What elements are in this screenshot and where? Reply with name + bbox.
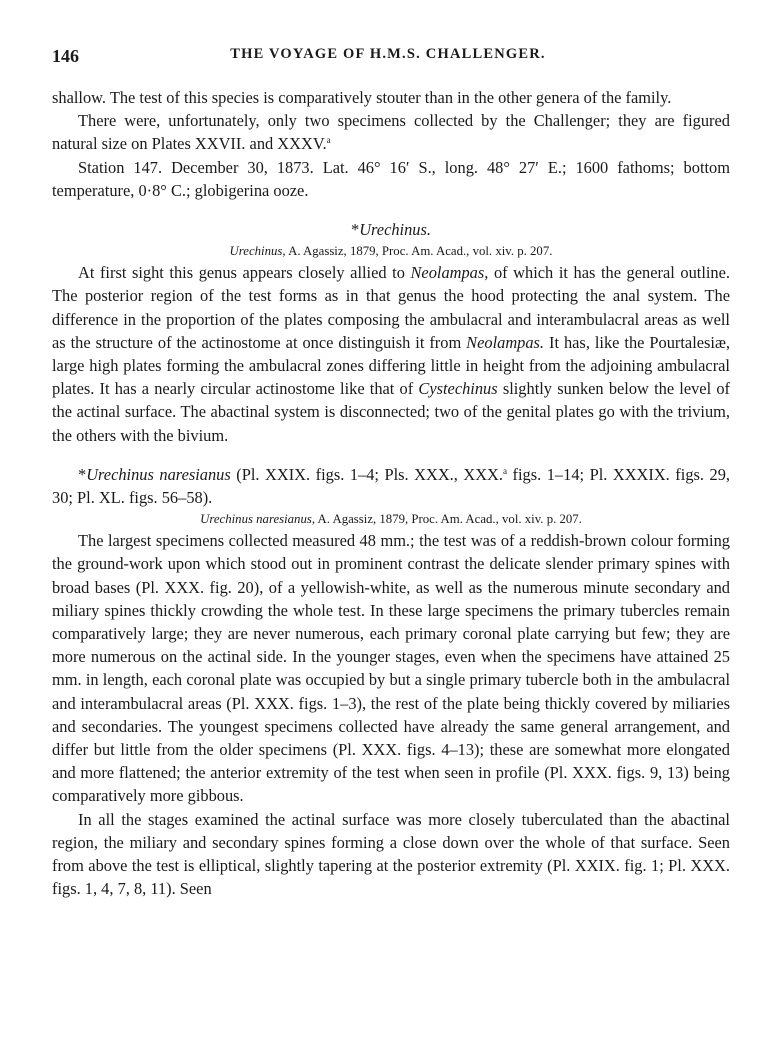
page-number: 146 <box>52 46 79 66</box>
species-citation-name: Urechinus naresianus, <box>200 512 316 527</box>
running-title: THE VOYAGE OF H.M.S. CHALLENGER. <box>230 46 546 62</box>
species-plates-1: (Pl. XXIX. figs. 1–4; Pls. XXX., XXX. <box>230 464 503 484</box>
page-body <box>52 86 730 901</box>
genus-name: Urechinus. <box>359 220 431 240</box>
species-description-1: The largest specimens collected measured 48 mm.; the test was of a reddish-brown colour forming the ground-work upon which stood out in prominent contrast the delicate slender primary spines with broad bases (Pl. XXX. fig. 20), of a yellowish-white, as well as the numerous minute secondary and miliary spines thickly crowding the whole test. In these large specimens the primary tubercles remain comparatively large; they are never numerous, each primary coronal plate carrying but few; they are more numerous on the actinal side. In the younger stages, even when the specimens have attained 25 mm. in length, each coronal plate was occupied by but a single primary tubercle both in the ambulacral and interambulacral areas (Pl. XXX. figs. 1–3), the rest of the plate being thickly covered by miliaries and secondaries. The youngest specimens collected have already the same general arrangement, and differ but little from the older specimens (Pl. XXX. figs. 4–13); these are somewhat more elongated and more flattened; the anterior extremity of the test when seen in profile (Pl. XXX. figs. 9, 13) being comparatively more gibbous. <box>52 531 730 806</box>
species-citation <box>52 509 730 529</box>
genus-heading <box>52 218 730 241</box>
taxon-cystechinus: Cystechinus <box>418 379 498 399</box>
genus-description <box>52 261 730 447</box>
paragraph-station: Station 147. December 30, 1873. Lat. 46° 16′ S., long. 48° 27′ E.; 1600 fathoms; bottom temperature, 0·8° C.; globigerina ooze. <box>52 157 730 200</box>
species-name: Urechinus naresianus <box>86 464 231 484</box>
genus-citation-name: Urechinus, <box>229 244 286 259</box>
paragraph-specimens-text: There were, unfortunately, only two specimens collected by the Challenger; they are figured natural size on Plates XXVII. and XXXV. <box>52 111 730 154</box>
footnote-mark: a <box>326 135 331 146</box>
species-asterisk: * <box>78 464 87 484</box>
species-citation-rest: A. Agassiz, 1879, Proc. Am. Acad., vol. xiv. p. 207. <box>317 512 582 527</box>
genus-citation-rest: A. Agassiz, 1879, Proc. Am. Acad., vol. xiv. p. 207. <box>288 244 553 259</box>
genus-description-text-3: It has, like the Pourtalesiæ, large high plates forming the ambulacral zones differing little in height from the adjoining ambulacral plates. It has a nearly circular actinostome like that of <box>52 332 730 399</box>
species-heading <box>52 463 730 509</box>
taxon-neolampas: Neolampas, <box>410 263 489 283</box>
taxon-neolampas: Neolampas. <box>466 332 545 352</box>
genus-citation <box>52 241 730 261</box>
genus-description-text-1: At first sight this genus appears closely allied to <box>78 263 411 283</box>
page-header <box>52 46 724 68</box>
genus-asterisk: * <box>351 220 360 240</box>
genus-description-text-4: slightly sunken below the level of the actinal surface. The abactinal system is disconnected; two of the genital plates go with the trivium, the others with the bivium. <box>52 379 730 445</box>
species-plates-2: figs. 1–14; Pl. XXXIX. figs. 29, 30; Pl. XL. figs. 56–58). <box>52 464 731 508</box>
species-footnote-mark: a <box>503 465 507 476</box>
paragraph-continued: shallow. The test of this species is comparatively stouter than in the other genera of the family. <box>52 88 672 107</box>
species-description-2: In all the stages examined the actinal surface was more closely tuberculated than the abactinal region, the miliary and secondary spines forming a close down over the whole of that surface. Seen from above the test is elliptical, slightly tapering at the posterior extremity (Pl. XXIX. fig. 1; Pl. XXX. figs. 1, 4, 7, 8, 11). Seen <box>52 809 730 899</box>
genus-description-text-2: of which it has the general outline. The posterior region of the test forms as in that genus the hood protecting the anal system. The difference in the proportion of the plates composing the ambulacral and interambulacral areas as well as the structure of the actinostome at once distinguish it from <box>52 263 730 352</box>
paragraph-specimens <box>52 109 730 155</box>
